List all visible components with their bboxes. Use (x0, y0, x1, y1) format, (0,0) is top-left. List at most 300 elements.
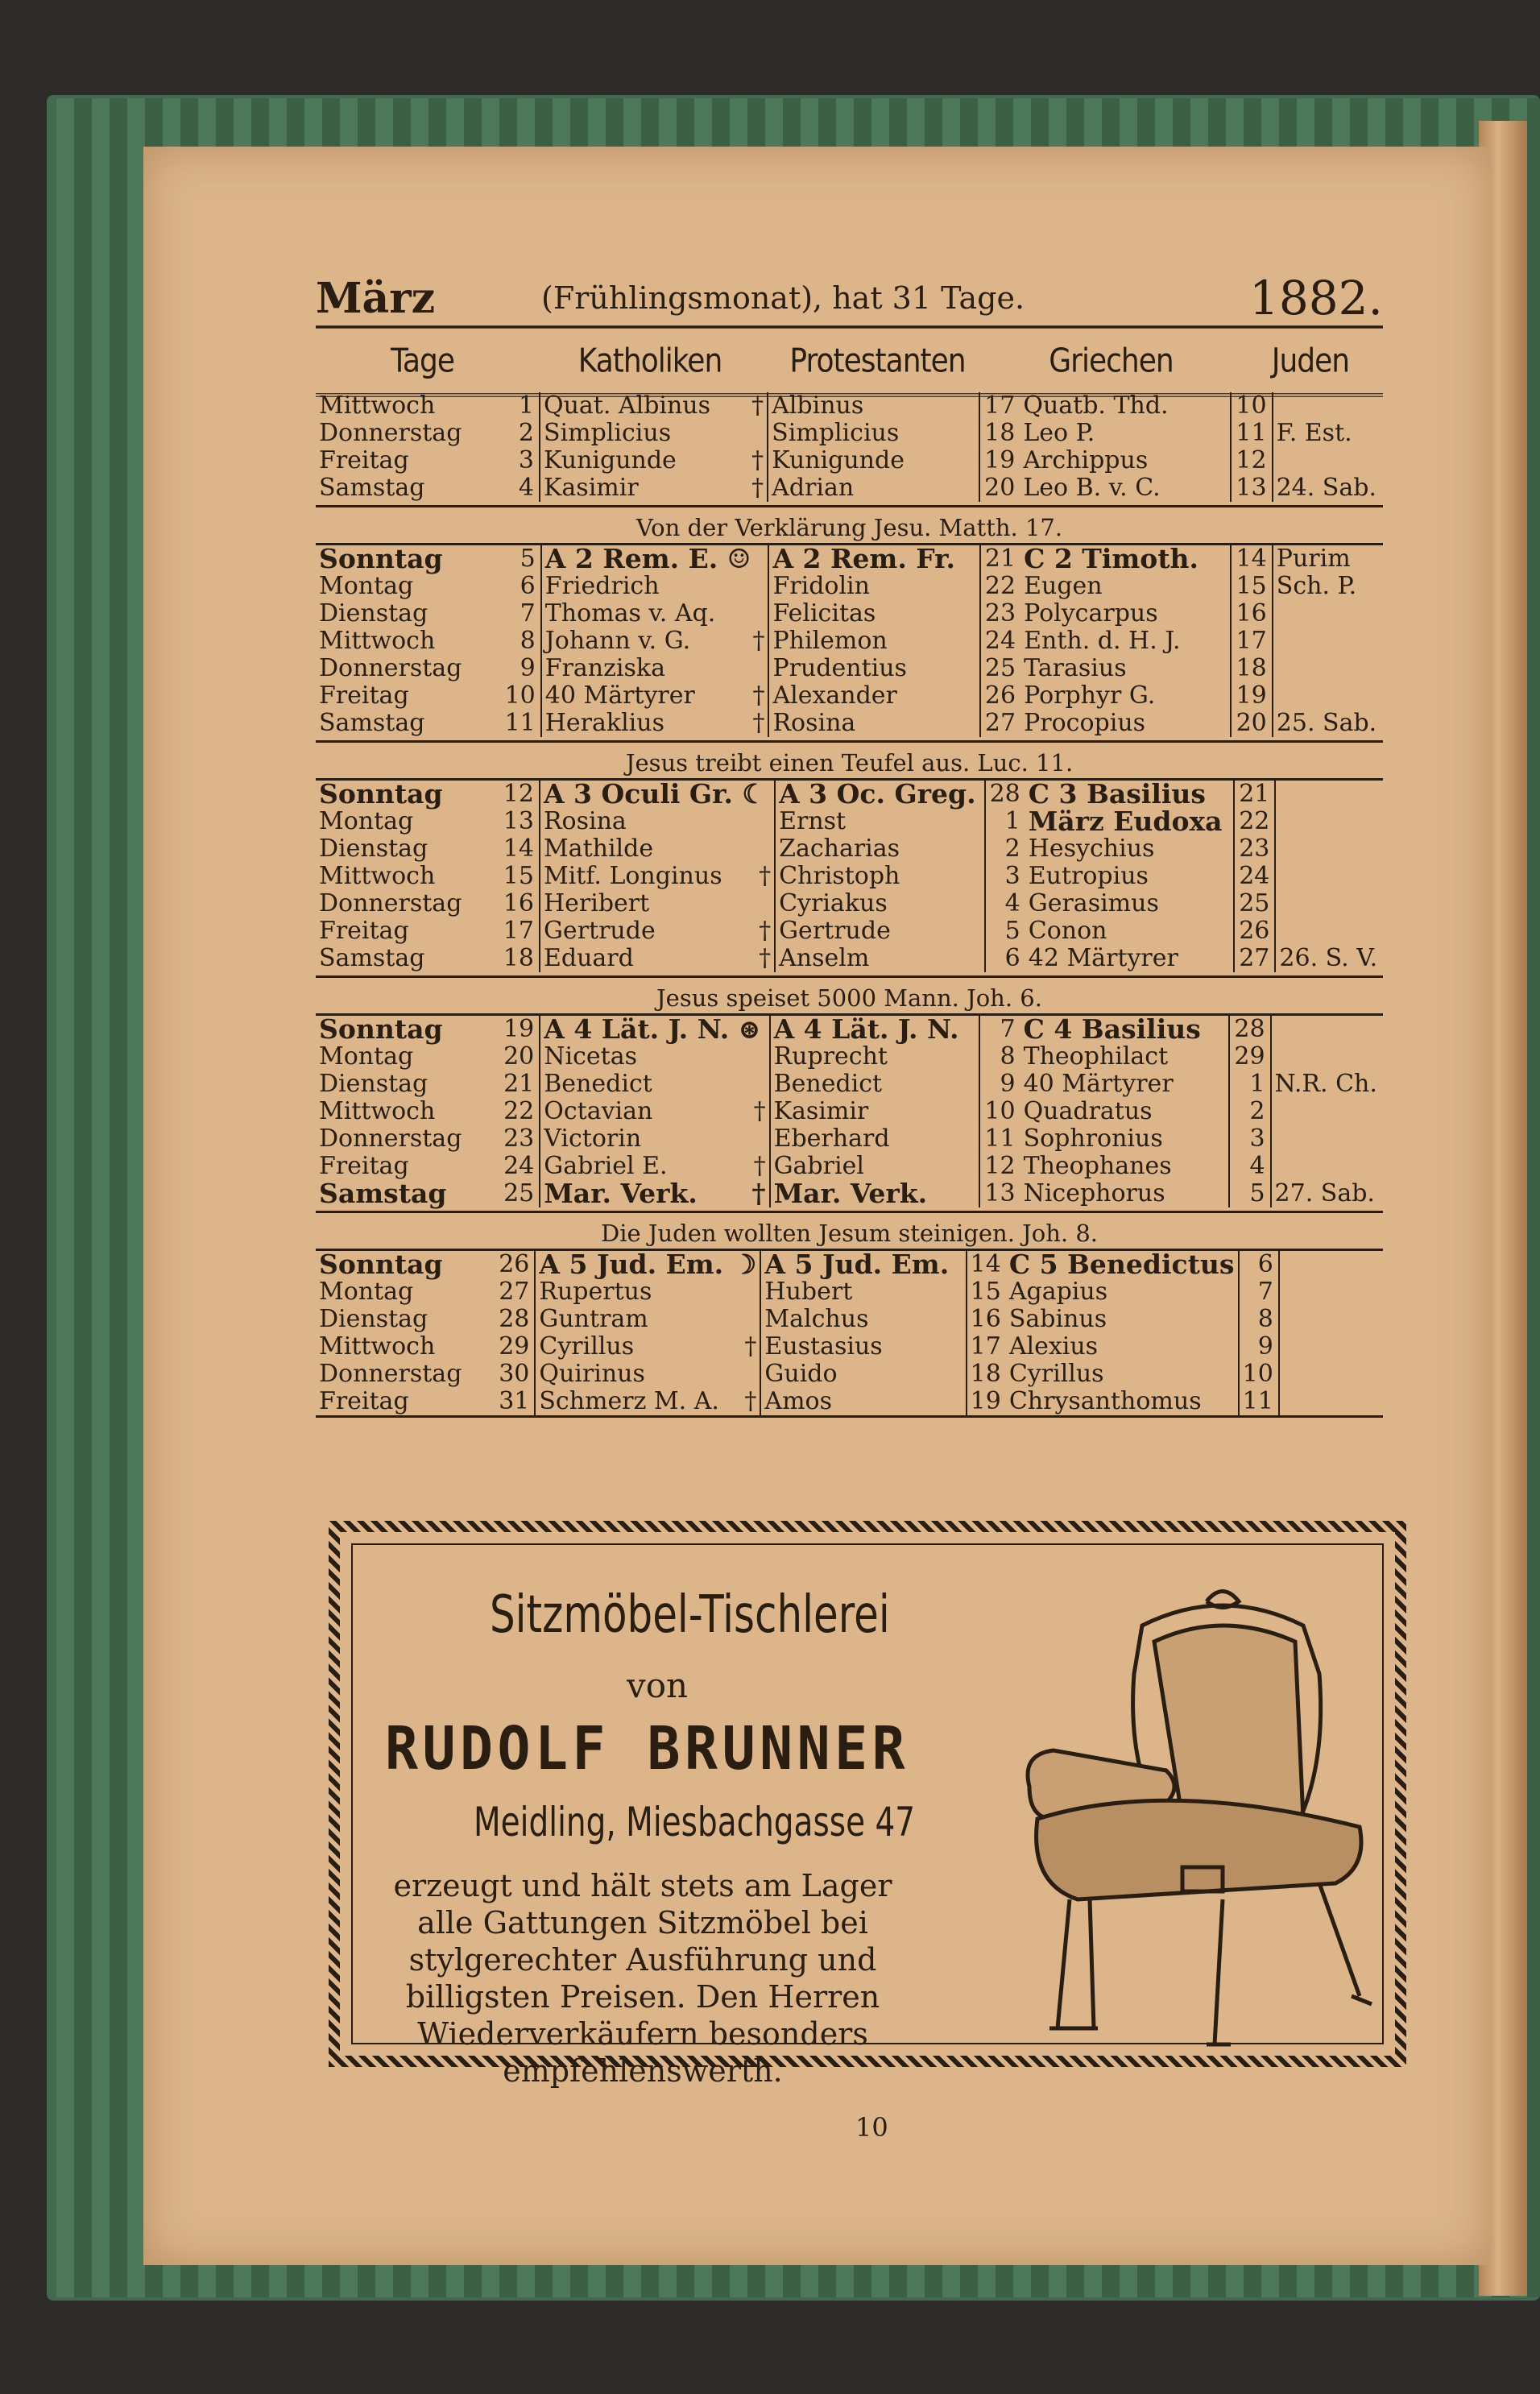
ad-frame (351, 1543, 1384, 2089)
weekly-gospel-line: Die Juden wollten Jesum steinigen. Joh. 8. (316, 1211, 1383, 1251)
jewish-date: 10 (1239, 1361, 1279, 1388)
protestant-saint: Gertrude (775, 917, 984, 945)
greek-date: 18 (970, 1360, 1001, 1388)
protestant-saint: Anselm (775, 945, 984, 972)
protestant-saint: Ernst (775, 808, 984, 835)
jewish-note (1271, 1125, 1383, 1153)
jewish-note (1279, 1361, 1383, 1388)
catholic-saint: Mathilde (540, 835, 775, 863)
day-number: 25 (499, 1180, 540, 1207)
jewish-date: 27 (1234, 945, 1275, 972)
protestant-saint: Kunigunde (768, 447, 979, 474)
greek-date: 8 (1000, 1042, 1016, 1071)
fast-day-cross-icon: † (751, 474, 764, 502)
protestant-saint: Fridolin (768, 573, 979, 600)
catholic-saint: Nicetas (540, 1043, 769, 1071)
greek-date: 28 (989, 780, 1020, 808)
day-row (316, 1016, 1383, 1043)
year: 1882. (1248, 271, 1383, 325)
column-header: Griechen (1049, 342, 1174, 380)
day-number: 20 (499, 1043, 540, 1071)
day-number: 21 (499, 1071, 540, 1098)
catholic-saint: Thomas v. Aq. (541, 600, 769, 627)
day-name: Freitag (319, 1387, 409, 1415)
jewish-date: 17 (1231, 627, 1273, 655)
greek-saint: Eutropius (1025, 863, 1234, 890)
fast-day-cross-icon: † (744, 1387, 757, 1415)
week-table (316, 778, 1383, 972)
greek-date: 9 (1000, 1070, 1016, 1098)
day-row (316, 1153, 1383, 1180)
greek-saint: Polycarpus (1020, 600, 1231, 627)
day-number: 16 (499, 890, 540, 917)
protestant-saint: Mar. Verk. (770, 1180, 980, 1207)
protestant-saint: A 3 Oc. Greg. (775, 781, 984, 808)
day-number: 11 (500, 710, 541, 737)
jewish-date: 2 (1229, 1098, 1270, 1125)
greek-date: 19 (970, 1387, 1001, 1415)
greek-saint: Hesychius (1025, 835, 1234, 863)
greek-saint: Gerasimus (1025, 890, 1234, 917)
jewish-date: 24 (1234, 863, 1275, 890)
week-table (316, 392, 1383, 502)
protestant-saint: Felicitas (768, 600, 979, 627)
day-row (316, 1098, 1383, 1125)
greek-saint: Chrysanthomus (1006, 1388, 1239, 1415)
day-name: Samstag (319, 1178, 447, 1209)
day-number: 8 (500, 627, 541, 655)
week-table (316, 1251, 1383, 1415)
day-number: 9 (500, 655, 541, 682)
day-name: Sonntag (319, 543, 443, 574)
catholic-saint: 40 Märtyrer † (541, 682, 769, 710)
protestant-saint: Adrian (768, 474, 979, 502)
day-name: Donnerstag (319, 654, 462, 682)
greek-saint: Porphyr G. (1020, 682, 1231, 710)
day-name: Freitag (319, 917, 409, 945)
greek-date: 23 (984, 599, 1016, 627)
jewish-note (1275, 835, 1383, 863)
jewish-date: 10 (1231, 392, 1273, 420)
jewish-note (1273, 655, 1383, 682)
jewish-note (1279, 1306, 1383, 1333)
day-number: 24 (499, 1153, 540, 1180)
catholic-saint: Cyrillus † (535, 1333, 760, 1361)
greek-date: 10 (984, 1097, 1016, 1125)
catholic-saint: Gabriel E. † (540, 1153, 769, 1180)
jewish-date: 16 (1231, 600, 1273, 627)
day-row (316, 917, 1383, 945)
day-number: 13 (499, 808, 540, 835)
catholic-saint: Victorin (540, 1125, 769, 1153)
day-name: Samstag (319, 474, 425, 502)
jewish-date: 7 (1239, 1278, 1279, 1306)
day-number: 12 (499, 781, 540, 808)
greek-date: 13 (984, 1179, 1016, 1207)
day-row (316, 1125, 1383, 1153)
day-name: Freitag (319, 681, 409, 710)
jewish-date: 3 (1229, 1125, 1270, 1153)
jewish-note: F. Est. (1276, 419, 1352, 447)
protestant-saint: Kasimir (770, 1098, 980, 1125)
protestant-saint: Philemon (768, 627, 979, 655)
jewish-note (1273, 600, 1383, 627)
month-subtitle: (Frühlingsmonat), hat 31 Tage. (541, 280, 1025, 316)
day-row (316, 627, 1383, 655)
day-row (316, 1388, 1383, 1415)
day-name: Donnerstag (319, 1360, 462, 1388)
greek-saint: Nicephorus (1020, 1180, 1230, 1207)
greek-saint: Sabinus (1006, 1306, 1239, 1333)
jewish-date: 21 (1234, 781, 1275, 808)
jewish-note (1275, 781, 1383, 808)
protestant-saint: Eberhard (770, 1125, 980, 1153)
catholic-saint: Heribert (540, 890, 775, 917)
day-row (316, 600, 1383, 627)
catholic-saint: Rupertus (535, 1278, 760, 1306)
advertisement (329, 1521, 1406, 2089)
jewish-note: Purim (1276, 545, 1351, 573)
day-row (316, 1180, 1383, 1207)
day-name: Mittwoch (319, 862, 436, 890)
ad-line: alle Gattungen Sitzmöbel bei (417, 1905, 868, 1940)
greek-date: 26 (984, 681, 1016, 710)
greek-date: 17 (984, 391, 1016, 420)
jewish-date: 8 (1239, 1306, 1279, 1333)
jewish-note (1273, 447, 1383, 474)
catholic-saint: Mitf. Longinus † (540, 863, 775, 890)
greek-saint: Conon (1025, 917, 1234, 945)
day-name: Dienstag (319, 599, 428, 627)
greek-saint: Agapius (1006, 1278, 1239, 1306)
catholic-saint: Johann v. G. † (541, 627, 769, 655)
day-row (316, 710, 1383, 737)
jewish-date: 28 (1229, 1016, 1270, 1043)
fast-day-cross-icon: † (759, 862, 772, 890)
jewish-date: 11 (1239, 1388, 1279, 1415)
day-row (316, 808, 1383, 835)
jewish-note (1279, 1388, 1383, 1415)
jewish-date: 11 (1231, 420, 1273, 447)
ad-address: Meidling, Miesbachgasse 47 (474, 1799, 916, 1845)
catholic-saint: Octavian † (540, 1098, 769, 1125)
column-header: Katholiken (578, 342, 722, 380)
day-row (316, 420, 1383, 447)
fast-day-cross-icon: † (752, 709, 765, 737)
jewish-date: 15 (1231, 573, 1273, 600)
armchair-illustration (981, 1577, 1400, 2052)
jewish-note (1273, 682, 1383, 710)
jewish-note: 27. Sab. (1274, 1179, 1375, 1207)
greek-date: 24 (984, 627, 1016, 655)
protestant-saint: Alexander (768, 682, 979, 710)
protestant-saint: Prudentius (768, 655, 979, 682)
day-name: Sonntag (319, 1249, 443, 1280)
day-number: 27 (495, 1278, 535, 1306)
fast-day-cross-icon: † (752, 681, 765, 710)
catholic-saint: Quat. Albinus † (540, 392, 768, 420)
ad-line: billigsten Preisen. Den Herren (405, 1979, 880, 2015)
jewish-note: N.R. Ch. (1274, 1070, 1377, 1098)
jewish-note (1271, 1043, 1383, 1071)
greek-saint: Quatb. Thd. (1020, 392, 1231, 420)
day-name: Montag (319, 807, 414, 835)
day-row (316, 655, 1383, 682)
week-table (316, 545, 1383, 737)
greek-date: 7 (1000, 1015, 1016, 1043)
greek-saint: 40 Märtyrer (1020, 1071, 1230, 1098)
day-name: Montag (319, 572, 414, 600)
fast-day-cross-icon: † (751, 391, 764, 420)
catholic-saint: Rosina (540, 808, 775, 835)
day-row (316, 1071, 1383, 1098)
jewish-date: 1 (1229, 1071, 1270, 1098)
day-row (316, 573, 1383, 600)
ad-line: stylgerechter Ausführung und (408, 1942, 877, 1978)
catholic-saint: Franziska (541, 655, 769, 682)
greek-date: 5 (1004, 917, 1020, 945)
protestant-saint: Malchus (760, 1306, 966, 1333)
greek-date: 25 (984, 654, 1016, 682)
column-header: Juden (1271, 342, 1350, 380)
jewish-date: 22 (1234, 808, 1275, 835)
protestant-saint: Albinus (768, 392, 979, 420)
jewish-note (1275, 808, 1383, 835)
weekly-gospel-line: Jesus treibt einen Teufel aus. Luc. 11. (316, 740, 1383, 781)
day-number: 28 (495, 1306, 535, 1333)
jewish-note (1275, 863, 1383, 890)
day-row (316, 863, 1383, 890)
weekly-gospel-line: Jesus speiset 5000 Mann. Joh. 6. (316, 975, 1383, 1016)
greek-saint: Procopius (1020, 710, 1231, 737)
jewish-date: 26 (1234, 917, 1275, 945)
week-divider (316, 1415, 1383, 1418)
fast-day-cross-icon: † (753, 1097, 766, 1125)
day-number: 26 (495, 1251, 535, 1278)
jewish-date: 13 (1231, 474, 1273, 502)
greek-saint: Eugen (1020, 573, 1231, 600)
greek-date: 12 (984, 1152, 1016, 1180)
ad-line: erzeugt und hält stets am Lager (393, 1868, 892, 1903)
greek-saint: C 2 Timoth. (1020, 545, 1231, 573)
jewish-note (1275, 890, 1383, 917)
greek-saint: Enth. d. H. J. (1020, 627, 1231, 655)
calendar-content (316, 271, 1383, 1418)
day-number: 1 (501, 392, 540, 420)
catholic-saint: Guntram (535, 1306, 760, 1333)
catholic-saint: Kasimir † (540, 474, 768, 502)
fast-day-cross-icon: † (752, 627, 765, 655)
greek-date: 2 (1004, 835, 1020, 863)
greek-saint: Cyrillus (1006, 1361, 1239, 1388)
greek-date: 18 (984, 419, 1016, 447)
greek-date: 20 (984, 474, 1016, 502)
day-number: 15 (499, 863, 540, 890)
catholic-saint: Schmerz M. A. † (535, 1388, 760, 1415)
greek-saint: März Eudoxa (1025, 808, 1234, 835)
catholic-saint: Quirinus (535, 1361, 760, 1388)
protestant-saint: Christoph (775, 863, 984, 890)
greek-date: 4 (1004, 889, 1020, 917)
greek-saint: Sophronius (1020, 1125, 1230, 1153)
fast-day-cross-icon: † (751, 446, 764, 474)
day-row (316, 1043, 1383, 1071)
day-number: 29 (495, 1333, 535, 1361)
catholic-saint: Benedict (540, 1071, 769, 1098)
jewish-note: 26. S. V. (1279, 944, 1378, 972)
catholic-saint: Mar. Verk. † (540, 1180, 769, 1207)
protestant-saint: A 2 Rem. Fr. (768, 545, 979, 573)
greek-date: 1 (1004, 807, 1020, 835)
day-number: 31 (495, 1388, 535, 1415)
jewish-date: 14 (1231, 545, 1273, 573)
greek-saint: Theophilact (1020, 1043, 1230, 1071)
ad-von: von (627, 1666, 689, 1705)
day-name: Donnerstag (319, 419, 462, 447)
catholic-saint: Heraklius † (541, 710, 769, 737)
day-number: 30 (495, 1361, 535, 1388)
protestant-saint: Guido (760, 1361, 966, 1388)
jewish-date: 29 (1229, 1043, 1270, 1071)
day-row (316, 1306, 1383, 1333)
fast-day-cross-icon: † (759, 944, 772, 972)
greek-saint: Quadratus (1020, 1098, 1230, 1125)
ad-line: Wiederverkäufern besonders (417, 2016, 868, 2052)
jewish-note (1271, 1016, 1383, 1043)
day-name: Donnerstag (319, 889, 462, 917)
fast-day-cross-icon: † (753, 1152, 766, 1180)
protestant-saint: Amos (760, 1388, 966, 1415)
greek-saint: Leo P. (1020, 420, 1231, 447)
weeks-container (316, 392, 1383, 1418)
protestant-saint: Zacharias (775, 835, 984, 863)
day-name: Mittwoch (319, 391, 436, 420)
day-name: Dienstag (319, 1305, 428, 1333)
jewish-date: 12 (1231, 447, 1273, 474)
day-number: 17 (499, 917, 540, 945)
greek-date: 14 (970, 1250, 1001, 1278)
day-name: Samstag (319, 944, 425, 972)
day-number: 18 (499, 945, 540, 972)
ad-line: empfehlenswerth. (503, 2053, 783, 2089)
greek-date: 19 (984, 446, 1016, 474)
day-name: Samstag (319, 709, 425, 737)
day-name: Montag (319, 1042, 414, 1071)
jewish-note (1271, 1153, 1383, 1180)
day-row (316, 1333, 1383, 1361)
protestant-saint: A 4 Lät. J. N. (770, 1016, 980, 1043)
day-number: 3 (501, 447, 540, 474)
day-number: 10 (500, 682, 541, 710)
jewish-date: 4 (1229, 1153, 1270, 1180)
greek-date: 27 (984, 709, 1016, 737)
day-row (316, 1361, 1383, 1388)
protestant-saint: Rosina (768, 710, 979, 737)
protestant-saint: Hubert (760, 1278, 966, 1306)
day-row (316, 890, 1383, 917)
catholic-saint: Friedrich (541, 573, 769, 600)
catholic-saint: Gertrude † (540, 917, 775, 945)
ad-company-name: RUDOLF BRUNNER (385, 1714, 910, 1783)
day-number: 22 (499, 1098, 540, 1125)
month-title: März (316, 274, 436, 323)
day-name: Dienstag (319, 835, 428, 863)
page-number: 10 (855, 2112, 888, 2143)
jewish-note (1275, 917, 1383, 945)
jewish-note (1279, 1278, 1383, 1306)
greek-date: 21 (984, 545, 1016, 573)
day-name: Mittwoch (319, 1097, 436, 1125)
jewish-note (1279, 1251, 1383, 1278)
day-name: Freitag (319, 1152, 409, 1180)
day-row (316, 835, 1383, 863)
day-name: Mittwoch (319, 627, 436, 655)
day-name: Montag (319, 1278, 414, 1306)
jewish-date: 9 (1239, 1333, 1279, 1361)
jewish-date: 25 (1234, 890, 1275, 917)
column-headers (316, 325, 1383, 397)
jewish-note: 25. Sab. (1276, 709, 1377, 737)
day-number: 5 (500, 545, 541, 573)
catholic-saint: Kunigunde † (540, 447, 768, 474)
day-name: Donnerstag (319, 1125, 462, 1153)
ad-body (353, 1867, 933, 2090)
day-row (316, 545, 1383, 573)
day-row (316, 682, 1383, 710)
ad-title: Sitzmöbel-Tischlerei (490, 1585, 890, 1645)
catholic-saint: A 5 Jud. Em. ☽ (535, 1251, 760, 1278)
day-number: 7 (500, 600, 541, 627)
day-row (316, 1251, 1383, 1278)
jewish-note (1279, 1333, 1383, 1361)
day-number: 6 (500, 573, 541, 600)
day-row (316, 945, 1383, 972)
greek-saint: C 4 Basilius (1020, 1016, 1230, 1043)
greek-date: 17 (970, 1332, 1001, 1361)
greek-saint: C 3 Basilius (1025, 781, 1234, 808)
catholic-saint: A 2 Rem. E. ☺ (541, 545, 769, 573)
page-header (316, 271, 1383, 330)
greek-saint: 42 Märtyrer (1025, 945, 1234, 972)
day-number: 23 (499, 1125, 540, 1153)
catholic-saint: A 3 Oculi Gr. ☾ (540, 781, 775, 808)
day-name: Mittwoch (319, 1332, 436, 1361)
protestant-saint: Eustasius (760, 1333, 966, 1361)
day-name: Sonntag (319, 778, 443, 810)
jewish-date: 18 (1231, 655, 1273, 682)
jewish-note: Sch. P. (1276, 572, 1357, 600)
fast-day-cross-icon: † (744, 1332, 757, 1361)
jewish-date: 6 (1239, 1251, 1279, 1278)
greek-date: 6 (1004, 944, 1020, 972)
greek-saint: C 5 Benedictus (1006, 1251, 1239, 1278)
day-row (316, 474, 1383, 502)
greek-date: 22 (984, 572, 1016, 600)
greek-date: 16 (970, 1305, 1001, 1333)
protestant-saint: Simplicius (768, 420, 979, 447)
jewish-date: 5 (1229, 1180, 1270, 1207)
day-row (316, 447, 1383, 474)
protestant-saint: A 5 Jud. Em. (760, 1251, 966, 1278)
day-name: Dienstag (319, 1070, 428, 1098)
jewish-date: 19 (1231, 682, 1273, 710)
greek-saint: Archippus (1020, 447, 1231, 474)
greek-date: 3 (1004, 862, 1020, 890)
jewish-date: 20 (1231, 710, 1273, 737)
greek-saint: Tarasius (1020, 655, 1231, 682)
greek-saint: Alexius (1006, 1333, 1239, 1361)
day-row (316, 781, 1383, 808)
